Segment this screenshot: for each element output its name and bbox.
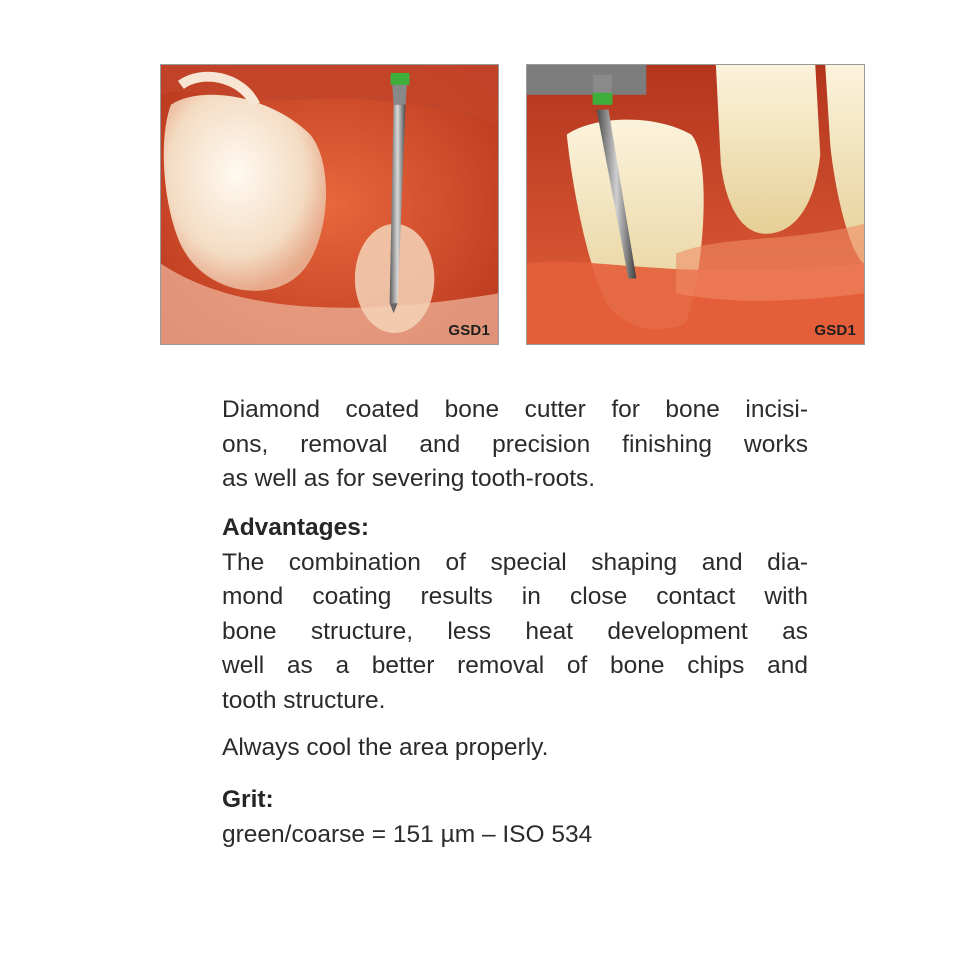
product-code-label: GSD1: [814, 322, 856, 339]
description-line: Diamond coated bone cutter for bone incisi-: [222, 396, 808, 423]
product-code-label: GSD1: [448, 322, 490, 339]
advantages-line: well as a better removal of bone chips and: [222, 652, 808, 679]
grit-heading: Grit:: [222, 786, 274, 813]
advantages-section: [222, 511, 808, 718]
advantages-line: bone structure, less heat development as: [222, 617, 808, 645]
product-description: [222, 393, 808, 497]
bur-in-bone-illustration: [161, 65, 498, 344]
surgical-photo-right: [526, 64, 865, 345]
grit-section: [222, 783, 808, 852]
description-line: as well as for severing tooth-roots.: [222, 465, 596, 492]
surgical-photo-left: [160, 64, 499, 345]
advantages-line: mond coating results in close contact with: [222, 583, 808, 610]
advantages-heading: Advantages:: [222, 514, 370, 541]
advantages-line: tooth structure.: [222, 686, 386, 714]
bur-severing-root-illustration: [527, 65, 864, 344]
grit-value: green/coarse = 151 µm – ISO 534: [222, 820, 593, 848]
description-line: ons, removal and precision finishing works: [222, 430, 808, 458]
cooling-note: Always cool the area properly.: [222, 734, 549, 761]
advantages-line: The combination of special shaping and dia-: [222, 548, 808, 576]
